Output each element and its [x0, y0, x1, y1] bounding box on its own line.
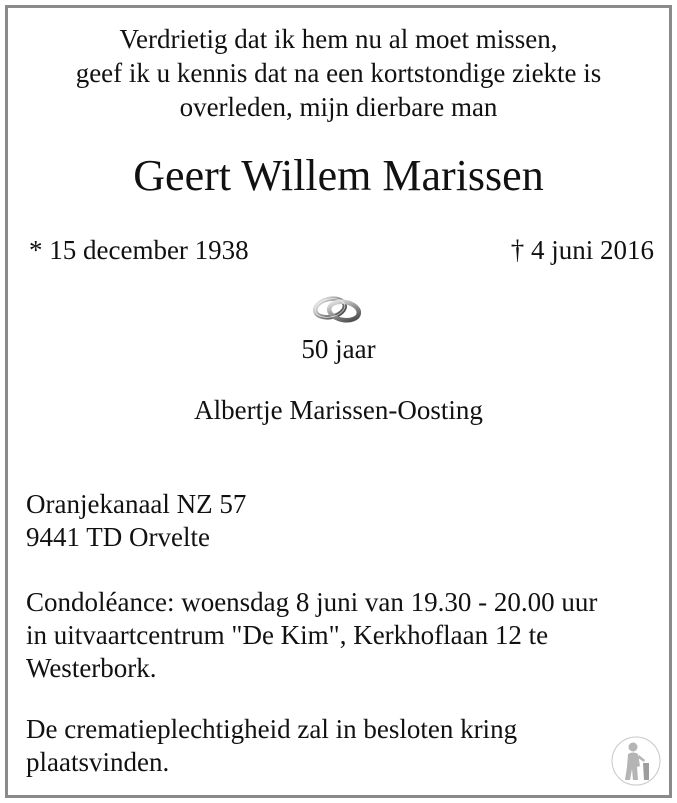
- ceremony-block: [26, 713, 517, 779]
- intro-line-1: Verdrietig dat ik hem nu al moet missen,: [119, 24, 558, 54]
- condolence-block: [26, 586, 597, 685]
- address-block: [26, 488, 246, 554]
- memorial-figure-logo-icon: [611, 736, 661, 786]
- condolence-line-1: Condoléance: woensdag 8 juni van 19.30 - 20.00 uur: [26, 587, 598, 617]
- deceased-name: Geert Willem Marissen: [133, 151, 544, 200]
- ceremony-line-1: De crematieplechtigheid zal in besloten kring: [26, 714, 518, 744]
- spouse-name: Albertje Marissen-Oosting: [194, 395, 483, 425]
- wedding-rings-icon: [310, 291, 364, 327]
- intro-line-3: overleden, mijn dierbare man: [179, 92, 498, 122]
- death-date: † 4 juni 2016: [510, 235, 654, 265]
- condolence-line-2: in uitvaartcentrum "De Kim", Kerkhoflaan 12 te: [26, 620, 549, 650]
- birth-date: * 15 december 1938: [29, 235, 249, 265]
- marriage-years: 50 jaar: [301, 334, 376, 364]
- address-city: 9441 TD Orvelte: [26, 522, 210, 552]
- intro-line-2: geef ik u kennis dat na een kortstondige ziekte is: [75, 58, 602, 88]
- address-street: Oranjekanaal NZ 57: [26, 489, 247, 519]
- ceremony-line-2: plaatsvinden.: [26, 747, 170, 777]
- condolence-line-3: Westerbork.: [26, 653, 157, 683]
- intro-text: [0, 22, 677, 124]
